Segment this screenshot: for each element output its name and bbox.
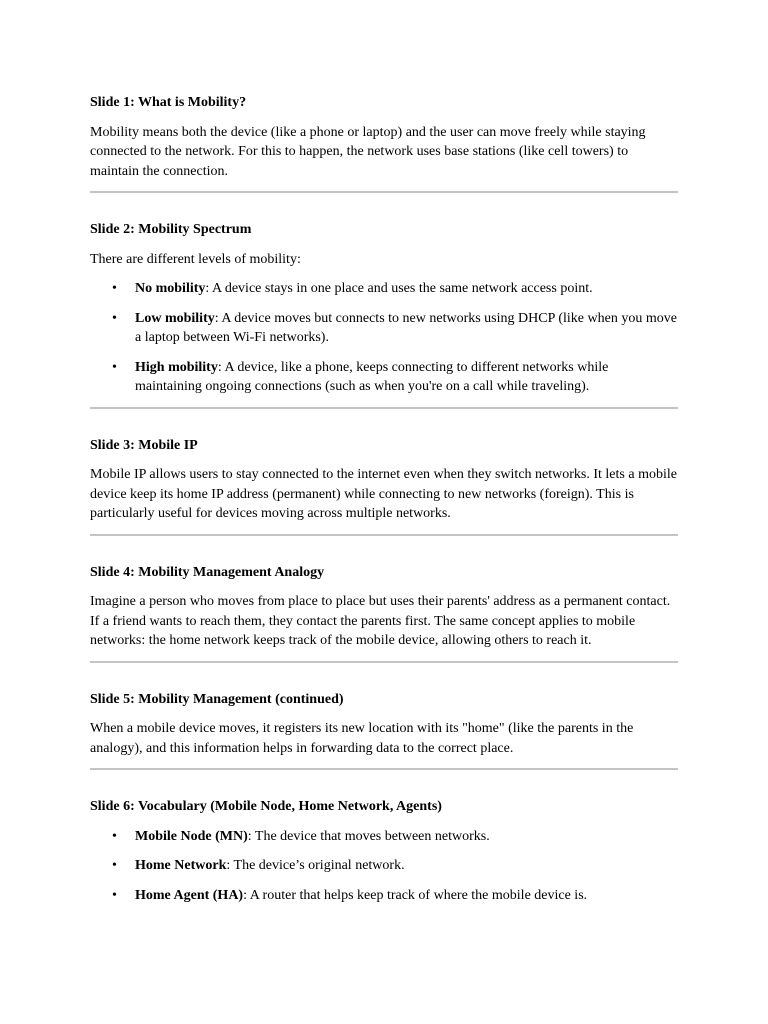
bullet-desc: : The device’s original network. <box>226 858 405 873</box>
bullet-desc: : The device that moves between networks. <box>247 828 490 844</box>
divider <box>90 661 678 663</box>
slide-2-title: Slide 2: Mobility Spectrum <box>90 222 252 237</box>
slide-3-section <box>90 436 678 524</box>
bullet-icon: • <box>112 359 117 375</box>
slide-3-title: Slide 3: Mobile IP <box>90 437 198 453</box>
slide-4-text: Imagine a person who moves from place to place but uses their parents' address as a permanent contact. If a friend wants to reach them, they contact the parents first. The same concept applies to mobile networks: the home network keeps track of the mobile device, allowing others to reach it. <box>90 594 671 648</box>
divider <box>90 534 678 536</box>
slide-5-text: When a mobile device moves, it registers its new location with its "home" (like the parents in the analogy), and this information helps in forwarding data to the correct place. <box>90 721 634 756</box>
slide-4-section <box>90 563 678 651</box>
list-item <box>90 856 678 876</box>
divider <box>90 407 678 409</box>
slide-2-text: There are different levels of mobility: <box>90 251 301 267</box>
bullet-icon: • <box>112 858 117 873</box>
slide-1-text: Mobility means both the device (like a phone or laptop) and the user can move freely while staying connected to the network. For this to happen, the network uses base stations (like cell towers) to maintain the connection. <box>90 124 646 179</box>
bullet-icon: • <box>112 281 117 296</box>
bullet-term: High mobility <box>135 359 218 375</box>
slide-6-section <box>90 797 678 905</box>
slide-1-section <box>90 93 678 181</box>
slide-2-bullet-list <box>90 279 678 397</box>
divider <box>90 191 678 193</box>
list-item <box>90 886 678 906</box>
list-item <box>90 358 678 397</box>
list-item <box>90 827 678 847</box>
slide-6-bullet-list <box>90 827 678 906</box>
slide-5-title: Slide 5: Mobility Management (continued) <box>90 691 344 707</box>
bullet-icon: • <box>112 310 117 326</box>
slide-1-title: Slide 1: What is Mobility? <box>90 95 247 110</box>
list-item <box>90 309 678 348</box>
bullet-desc: : A device stays in one place and uses the same network access point. <box>205 281 593 296</box>
bullet-term: Home Network <box>135 858 227 873</box>
bullet-term: Mobile Node (MN) <box>135 828 248 844</box>
slide-2-section <box>90 220 678 397</box>
bullet-desc: : A device, like a phone, keeps connecting to different networks while maintaining ongoing connections (such as when you're on a call while traveling). <box>135 359 609 394</box>
bullet-desc: : A device moves but connects to new networks using DHCP (like when you move a laptop between Wi-Fi networks). <box>135 310 677 345</box>
slide-6-title: Slide 6: Vocabulary (Mobile Node, Home Network, Agents) <box>90 799 442 814</box>
bullet-term: Home Agent (HA) <box>135 887 244 903</box>
bullet-desc: : A router that helps keep track of where the mobile device is. <box>243 887 588 903</box>
bullet-term: No mobility <box>135 281 206 296</box>
slide-3-text: Mobile IP allows users to stay connected to the internet even when they switch networks. It lets a mobile device keep its home IP address (permanent) while connecting to new networks (foreign). This is particularly useful for devices moving across multiple networks. <box>90 467 677 521</box>
bullet-term: Low mobility <box>135 310 215 326</box>
divider <box>90 768 678 770</box>
slide-4-title: Slide 4: Mobility Management Analogy <box>90 564 325 580</box>
bullet-icon: • <box>112 887 117 903</box>
document-page <box>90 93 678 915</box>
slide-5-section <box>90 690 678 759</box>
bullet-icon: • <box>112 828 117 844</box>
list-item <box>90 279 678 299</box>
